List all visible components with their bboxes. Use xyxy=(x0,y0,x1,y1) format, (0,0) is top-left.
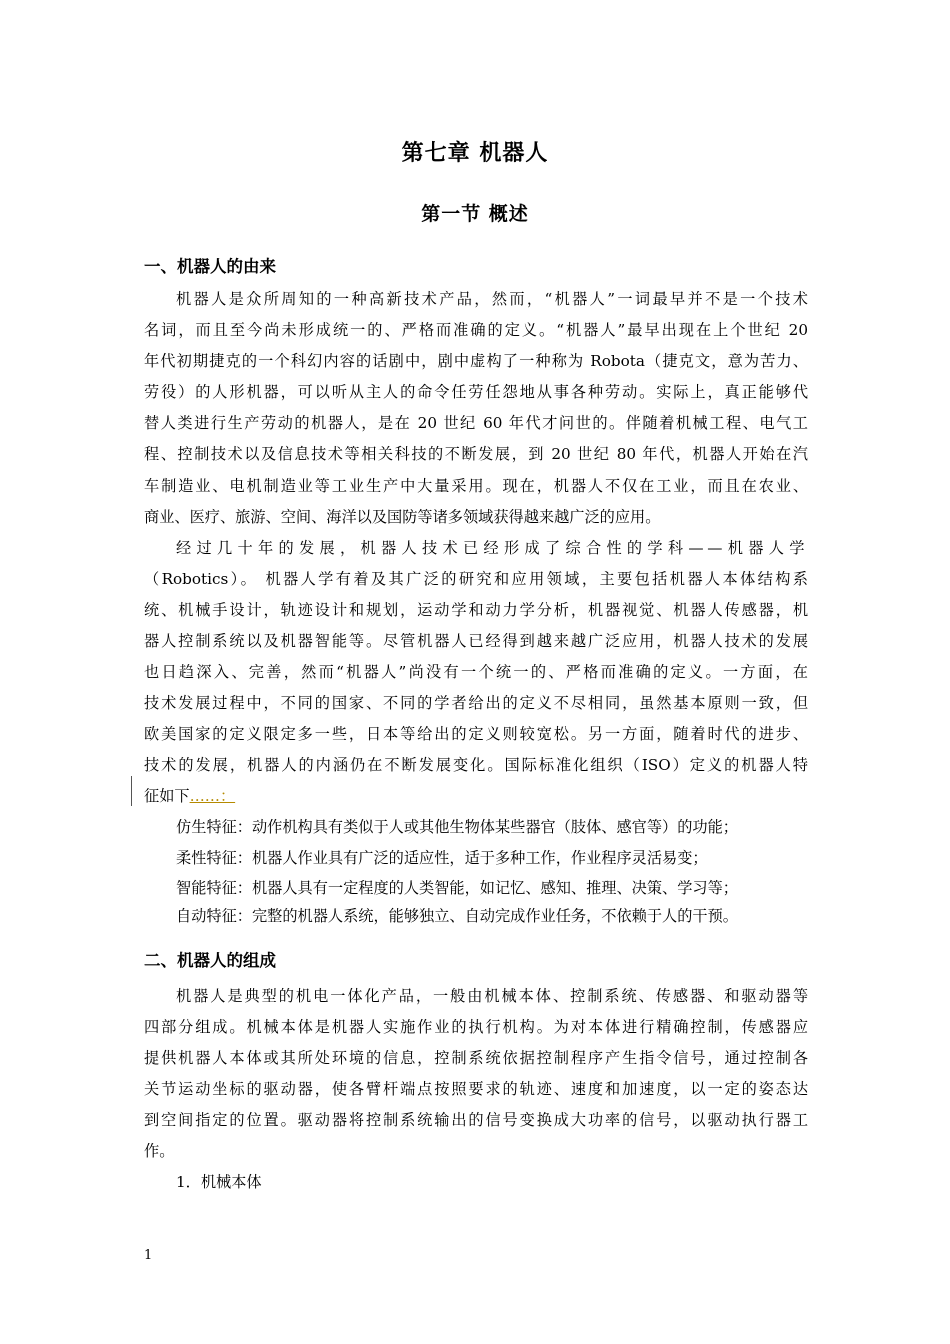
para1-line: 车制造业、电机制造业等工业生产中大量采用。现在，机器人不仅在工业，而且在农业、 xyxy=(144,477,808,495)
para2-line: 统、机械手设计，轨迹设计和规划，运动学和动力学分析，机器视觉、机器人传感器，机 xyxy=(144,601,808,619)
para1-line: 机器人是众所周知的一种高新技术产品，然而，“机器人”一词最早并不是一个技术 xyxy=(176,290,808,308)
para2-line: 经过几十年的发展，机器人技术已经形成了综合性的学科——机器人学 xyxy=(176,539,808,557)
para3-line: 作。 xyxy=(144,1142,175,1160)
section-title: 第一节 概述 xyxy=(421,203,529,225)
para2-line: 也日趋深入、完善，然而“机器人”尚没有一个统一的、严格而准确的定义。一方面，在 xyxy=(144,663,808,681)
para1-line: 商业、医疗、旅游、空间、海洋以及国防等诸多领域获得越来越广泛的应用。 xyxy=(144,508,661,526)
para1-line: 年代初期捷克的一个科幻内容的话剧中，剧中虚构了一种称为 Robota（捷克文，意为苦力、 xyxy=(144,352,808,370)
heading-composition: 二、机器人的组成 xyxy=(144,951,276,970)
para2-last-text: 征如下 xyxy=(144,787,190,805)
subitem-heading: 1．机械本体 xyxy=(176,1173,262,1191)
para2-line: 技术发展过程中，不同的国家、不同的学者给出的定义不尽相同，虽然基本原则一致，但 xyxy=(144,694,808,712)
para3-line: 机器人是典型的机电一体化产品，一般由机械本体、控制系统、传感器、和驱动器等 xyxy=(176,987,808,1005)
para1-line: 劳役）的人形机器，可以听从主人的命令任劳任怨地从事各种劳动。实际上，真正能够代 xyxy=(144,383,808,401)
feature-item: 柔性特征：机器人作业具有广泛的适应性，适于多种工作，作业程序灵活易变； xyxy=(176,849,708,867)
para2-last-line xyxy=(144,786,808,806)
feature-item: 智能特征：机器人具有一定程度的人类智能，如记忆、感知、推理、决策、学习等； xyxy=(176,879,738,897)
para3-line: 四部分组成。机械本体是机器人实施作业的执行机构。为对本体进行精确控制，传感器应 xyxy=(144,1018,808,1036)
heading-origin: 一、机器人的由来 xyxy=(144,257,276,276)
chapter-title: 第七章 机器人 xyxy=(401,141,549,166)
page-number: 1 xyxy=(144,1248,153,1263)
revision-change-bar xyxy=(131,776,132,806)
feature-item: 自动特征：完整的机器人系统，能够独立、自动完成作业任务，不依赖于人的干预。 xyxy=(176,907,738,925)
para1-line: 程、控制技术以及信息技术等相关科技的不断发展，到 20 世纪 80 年代，机器人开始在汽 xyxy=(144,445,808,463)
revision-mark: ……： xyxy=(189,787,236,805)
para3-line: 关节运动坐标的驱动器，使各臂杆端点按照要求的轨迹、速度和加速度，以一定的姿态达 xyxy=(144,1080,808,1098)
para2-line: 技术的发展，机器人的内涵仍在不断发展变化。国际标准化组织（ISO）定义的机器人特 xyxy=(144,756,808,774)
para2-line: （Robotics）。 机器人学有着及其广泛的研究和应用领域，主要包括机器人本体结构系 xyxy=(144,570,808,588)
para3-line: 提供机器人本体或其所处环境的信息，控制系统依据控制程序产生指令信号，通过控制各 xyxy=(144,1049,808,1067)
para2-line: 欧美国家的定义限定多一些，日本等给出的定义则较宽松。另一方面，随着时代的进步、 xyxy=(144,725,808,743)
feature-item: 仿生特征：动作机构具有类似于人或其他生物体某些器官（肢体、感官等）的功能； xyxy=(176,818,738,836)
para3-line: 到空间指定的位置。驱动器将控制系统输出的信号变换成大功率的信号，以驱动执行器工 xyxy=(144,1111,808,1129)
para2-line: 器人控制系统以及机器智能等。尽管机器人已经得到越来越广泛应用，机器人技术的发展 xyxy=(144,632,808,650)
para1-line: 名词，而且至今尚未形成统一的、严格而准确的定义。“机器人”最早出现在上个世纪 20 xyxy=(144,321,808,339)
para1-line: 替人类进行生产劳动的机器人，是在 20 世纪 60 年代才问世的。伴随着机械工程、电气工 xyxy=(144,414,808,432)
